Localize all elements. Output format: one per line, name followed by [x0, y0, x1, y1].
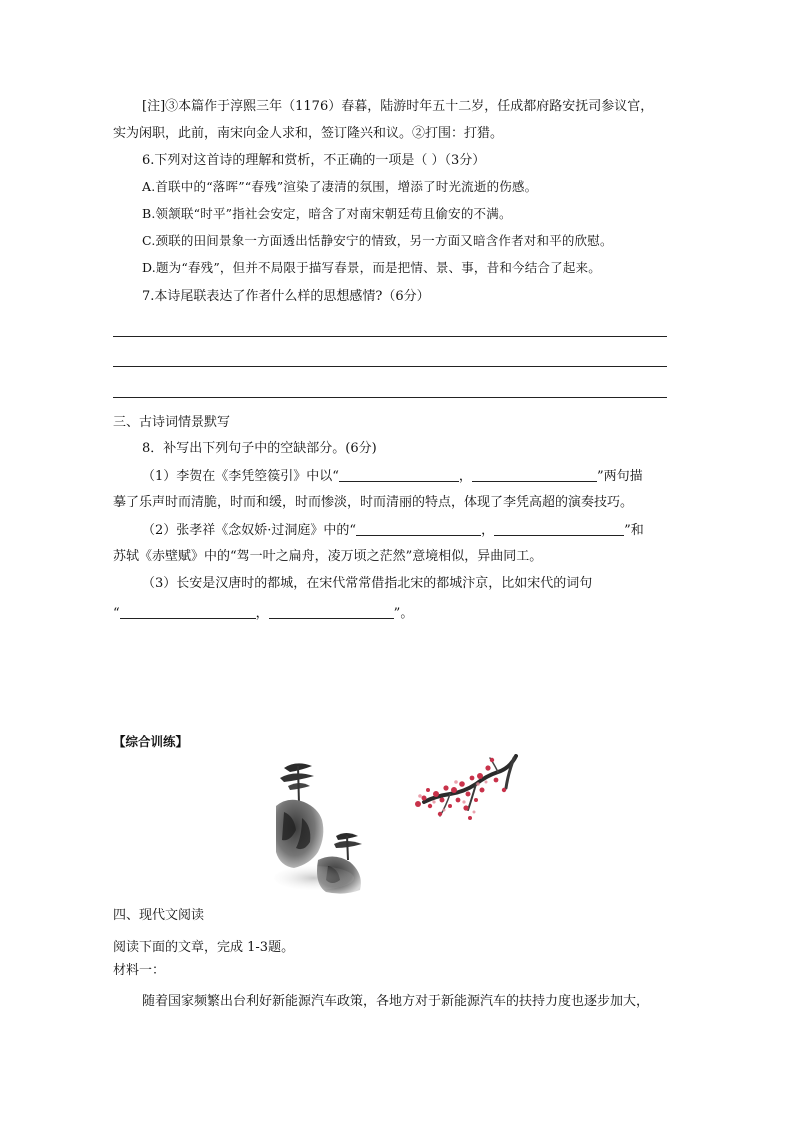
q8-item2-blank-1[interactable]: [356, 521, 481, 536]
q8-item3-line2: [113, 604, 413, 623]
q8-item2-line1: [142, 521, 644, 540]
q7-answer-line-3[interactable]: [113, 397, 667, 398]
q8-item3-open: “: [113, 606, 120, 621]
note-line-1: [注]③本篇作于淳熙三年（1176）春暮，陆游时年五十二岁，任成都府路安抚司参议官，: [142, 99, 654, 114]
q6-option-b: B.领颔联“时平”指社会安定，暗含了对南宋朝廷苟且偷安的不满。: [142, 206, 512, 221]
q8-item3-sep: ，: [255, 606, 269, 621]
q8-item3-close: ”。: [393, 606, 414, 621]
q8-stem: 8．补写出下列句子中的空缺部分。(6分): [142, 441, 377, 456]
q7-stem: 7.本诗尾联表达了作者什么样的思想感情?（6分）: [142, 289, 430, 304]
q6-option-c: C.颈联的田间景象一方面透出恬静安宁的情致，另一方面又暗含作者对和平的欣慰。: [142, 233, 613, 248]
q8-item3-blank-1[interactable]: [120, 604, 256, 619]
section4-instruction: 阅读下面的文章，完成 1-3题。: [113, 940, 295, 955]
material-label: 材料一：: [113, 963, 166, 978]
q7-answer-line-2[interactable]: [113, 366, 667, 367]
q8-item2-blank-2[interactable]: [494, 521, 624, 536]
q6-stem: 6.下列对这首诗的理解和赏析，不正确的一项是（ ）（3分）: [142, 153, 486, 168]
note-line-2: 实为闲职，此前，南宋向金人求和，签订隆兴和议。②打围：打猎。: [113, 126, 504, 141]
material-paragraph-1: 随着国家频繁出台利好新能源汽车政策，各地方对于新能源汽车的扶持力度也逐步加大，: [142, 994, 650, 1009]
q8-item1-suffix: ”两句描: [596, 469, 643, 484]
q8-item1-line1: [142, 467, 643, 486]
q8-item3-blank-2[interactable]: [269, 604, 394, 619]
q6-option-a: A.首联中的“落晖”“春残”渲染了凄清的氛围，增添了时光流逝的伤感。: [142, 179, 538, 194]
q8-item1-prefix: （1）李贺在《李凭箜篌引》中以“: [142, 469, 339, 484]
q8-item3-line1: （3）长安是汉唐时的都城，在宋代常常借指北宋的都城汴京，比如宋代的词句: [142, 576, 593, 591]
q8-item1-sep: ，: [458, 469, 472, 484]
q8-item1-blank-2[interactable]: [472, 467, 597, 482]
q8-item2-suffix: ”和: [624, 523, 644, 538]
section3-title: 三、古诗词情景默写: [113, 415, 231, 430]
plum-blossom-branch-illustration: [410, 754, 518, 834]
q8-item1-line2: 摹了乐声时而清脆，时而和缓，时而惨淡，时而清丽的特点，体现了李凭高超的演奏技巧。: [113, 495, 634, 510]
comprehensive-title: 【综合训练】: [113, 734, 189, 749]
q8-item1-blank-1[interactable]: [339, 467, 459, 482]
q8-item2-prefix: （2）张孝祥《念奴娇·过洞庭》中的“: [142, 523, 357, 538]
q6-option-d: D.题为“春残”，但并不局限于描写春景，而是把情、景、事，昔和今结合了起来。: [142, 260, 601, 275]
q7-answer-line-1[interactable]: [113, 336, 667, 337]
section4-title: 四、现代文阅读: [113, 908, 205, 923]
q8-item2-sep: ，: [481, 523, 495, 538]
q8-item2-line2: 苏轼《赤壁赋》中的“驾一叶之扁舟，凌万顷之茫然”意境相似，异曲同工。: [113, 549, 543, 564]
ink-landscape-pines-illustration: [274, 756, 366, 896]
